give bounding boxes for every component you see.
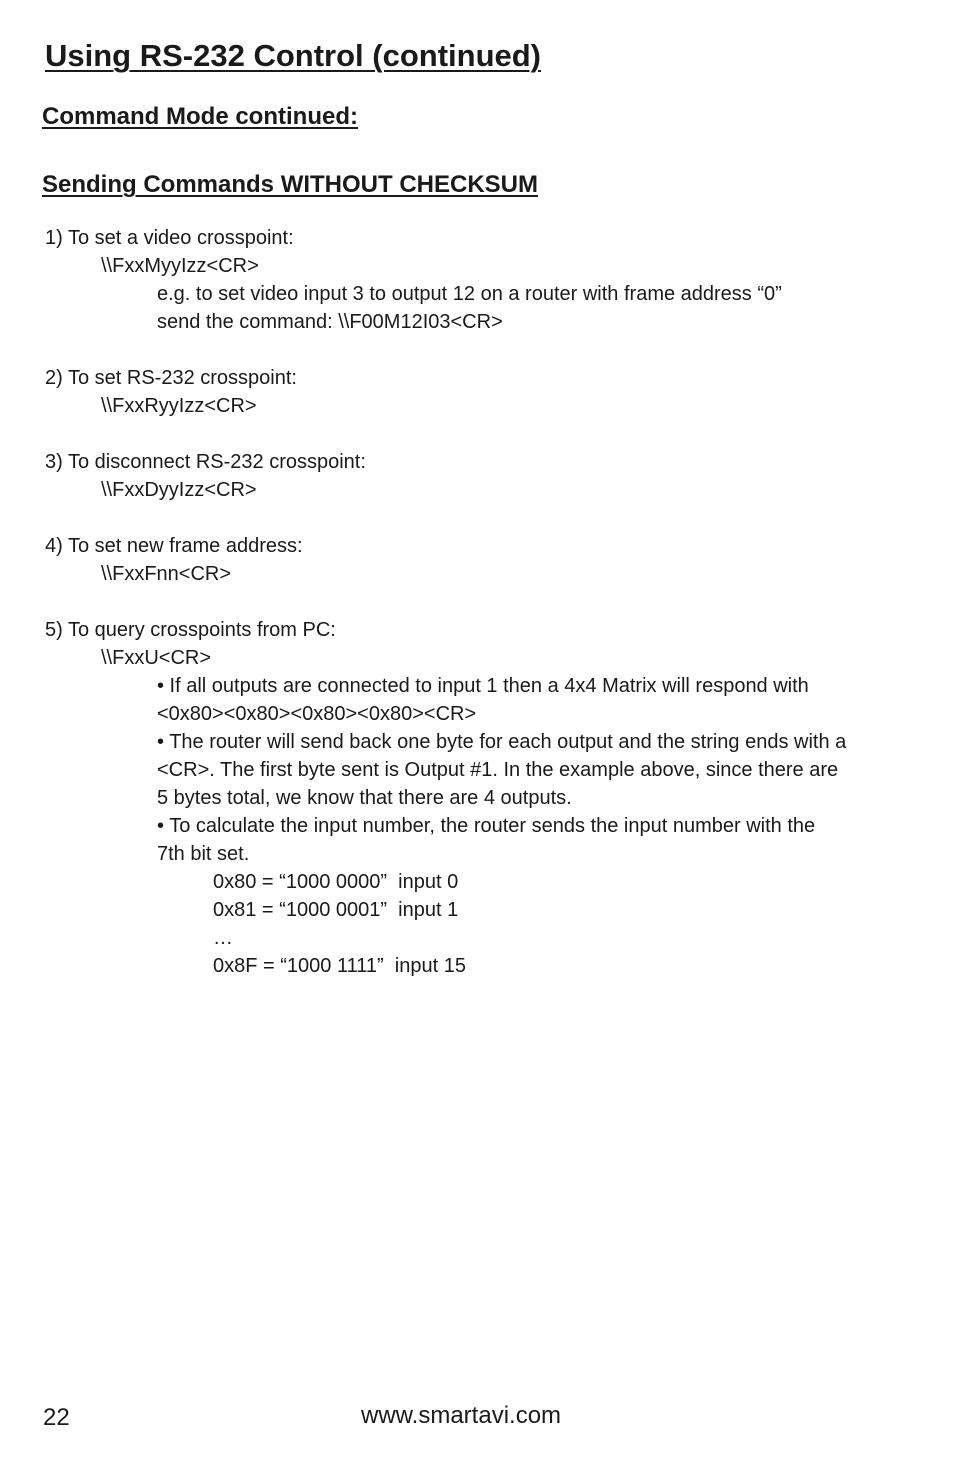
- code-label: input 0: [398, 871, 459, 893]
- code-label: input 1: [398, 899, 459, 921]
- code-ellipsis: …: [213, 927, 233, 949]
- footer-url: www.smartavi.com: [361, 1402, 562, 1429]
- item-heading: 4) To set new frame address:: [45, 535, 303, 557]
- item-heading: 3) To disconnect RS-232 crosspoint:: [45, 451, 366, 473]
- bullet-paragraph: • The router will send back one byte for each output and the string ends with a <CR>. The first byte sent is Output #1. In the example above, since there are 5 bytes total, we know that there are 4 outputs.: [157, 731, 847, 809]
- code-row: [0, 924, 954, 952]
- example-text: send the command: \\F00M12I03<CR>: [157, 311, 503, 333]
- bullet-paragraph: • If all outputs are connected to input 1 then a 4x4 Matrix will respond with <0x80><0x80><0x80><0x80><CR>: [157, 675, 809, 725]
- page-number: 22: [43, 1404, 70, 1431]
- code-label: input 15: [394, 955, 466, 977]
- example-text: e.g. to set video input 3 to output 12 on a router with frame address “0”: [157, 283, 782, 305]
- code-hex: 0x8F = “1000 1111”: [213, 955, 384, 977]
- section-heading-command-mode: Command Mode continued:: [42, 103, 358, 130]
- bullet-paragraph: • To calculate the input number, the router sends the input number with the 7th bit set.: [157, 815, 816, 865]
- item-heading: 5) To query crosspoints from PC:: [45, 619, 336, 641]
- command-syntax: \\FxxU<CR>: [101, 647, 212, 669]
- code-row: [0, 952, 954, 980]
- command-list: [0, 224, 954, 980]
- command-syntax: \\FxxRyyIzz<CR>: [101, 395, 257, 417]
- code-hex: 0x81 = “1000 0001”: [213, 899, 388, 921]
- page-title: Using RS-232 Control (continued): [45, 38, 541, 73]
- code-hex: 0x80 = “1000 0000”: [213, 871, 388, 893]
- item-heading: 2) To set RS-232 crosspoint:: [45, 367, 297, 389]
- item-heading: 1) To set a video crosspoint:: [45, 227, 294, 249]
- section-heading-sending-commands: Sending Commands WITHOUT CHECKSUM: [42, 171, 538, 198]
- code-row: [0, 896, 954, 924]
- command-syntax: \\FxxMyyIzz<CR>: [101, 255, 259, 277]
- command-syntax: \\FxxFnn<CR>: [101, 563, 232, 585]
- command-syntax: \\FxxDyyIzz<CR>: [101, 479, 257, 501]
- code-row: [0, 868, 954, 896]
